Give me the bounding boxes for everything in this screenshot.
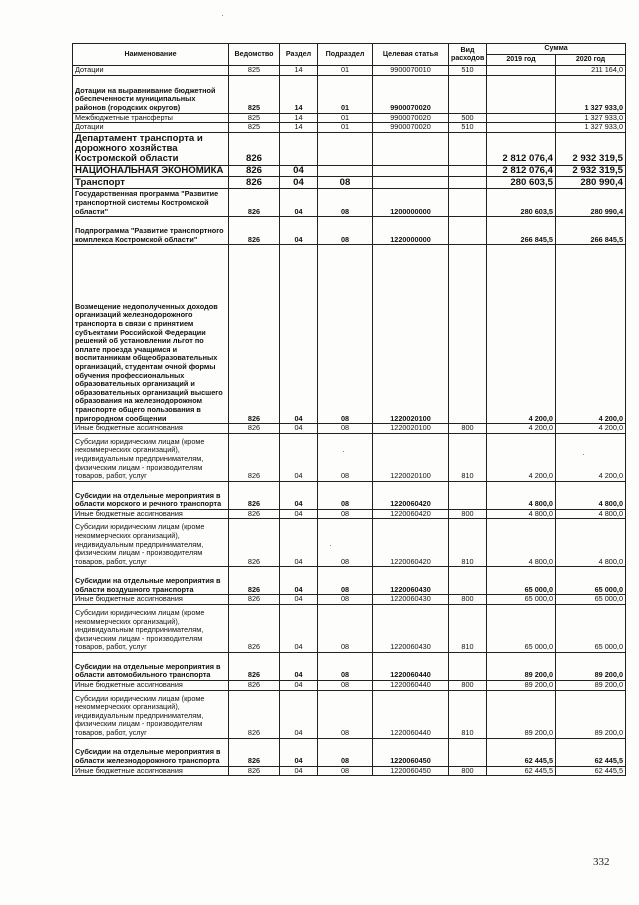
cell-dept: 826 [229, 595, 280, 605]
cell-y2020: 65 000,0 [556, 604, 626, 652]
cell-target: 1220020100 [373, 433, 449, 481]
table-row [73, 519, 626, 567]
cell-dept: 826 [229, 433, 280, 481]
cell-section: 04 [280, 604, 318, 652]
cell-exptype [449, 189, 487, 217]
cell-name: Подпрограмма "Развитие транспортного комплекса Костромской области" [73, 217, 229, 245]
cell-y2020: 89 200,0 [556, 690, 626, 738]
header-2019: 2019 год [487, 55, 556, 66]
cell-name: Субсидии на отдельные мероприятия в области автомобильного транспорта [73, 652, 229, 680]
cell-dept: 826 [229, 177, 280, 189]
cell-target: 1220060430 [373, 595, 449, 605]
cell-exptype [449, 738, 487, 766]
scan-speck [583, 454, 584, 455]
cell-y2020: 89 200,0 [556, 652, 626, 680]
cell-subsection: 08 [318, 680, 373, 690]
cell-y2019 [487, 113, 556, 123]
cell-name: Дотации на выравнивание бюджетной обеспеченности муниципальных районов (городских округов) [73, 75, 229, 113]
table-row [73, 690, 626, 738]
cell-section: 14 [280, 75, 318, 113]
cell-subsection: 08 [318, 567, 373, 595]
cell-exptype [449, 481, 487, 509]
scan-speck [330, 545, 331, 546]
cell-dept: 826 [229, 245, 280, 424]
table-row [73, 113, 626, 123]
cell-name: Возмещение недополученных доходов организаций железнодорожного транспорта в связи с принятием субъектами Российской Федерации решений об установлении льгот по оплате проезда учащимся и воспитанникам общеобразовательных организаций, студентам очной формы обучения профессиональных образовательных организаций и образовательных организаций высшего образования на железнодорожном транспорте общего пользования в пригородном сообщении [73, 245, 229, 424]
cell-section: 04 [280, 595, 318, 605]
cell-y2020: 280 990,4 [556, 189, 626, 217]
cell-target: 9900070020 [373, 113, 449, 123]
cell-exptype: 810 [449, 690, 487, 738]
cell-subsection: 08 [318, 652, 373, 680]
table-row [73, 509, 626, 519]
cell-exptype [449, 567, 487, 595]
header-exptype: Вид расходов [449, 44, 487, 66]
cell-y2020: 2 932 319,5 [556, 165, 626, 176]
table-row [73, 652, 626, 680]
cell-subsection: 08 [318, 766, 373, 776]
cell-subsection: 08 [318, 604, 373, 652]
cell-target [373, 177, 449, 189]
cell-name: Иные бюджетные ассигнования [73, 424, 229, 434]
table-row [73, 132, 626, 165]
cell-subsection: 01 [318, 75, 373, 113]
cell-y2020: 65 000,0 [556, 595, 626, 605]
cell-section: 04 [280, 680, 318, 690]
header-2020: 2020 год [556, 55, 626, 66]
cell-name: НАЦИОНАЛЬНАЯ ЭКОНОМИКА [73, 165, 229, 176]
cell-exptype [449, 75, 487, 113]
cell-section: 04 [280, 738, 318, 766]
cell-target: 9900070010 [373, 66, 449, 76]
header-dept: Ведомство [229, 44, 280, 66]
table-row [73, 165, 626, 176]
cell-y2020: 4 800,0 [556, 509, 626, 519]
cell-subsection: 08 [318, 424, 373, 434]
budget-table-page [72, 43, 625, 776]
cell-subsection [318, 165, 373, 176]
table-row [73, 217, 626, 245]
cell-subsection: 08 [318, 738, 373, 766]
cell-dept: 826 [229, 424, 280, 434]
cell-dept: 826 [229, 481, 280, 509]
cell-name: Субсидии на отдельные мероприятия в области морского и речного транспорта [73, 481, 229, 509]
cell-y2020: 266 845,5 [556, 217, 626, 245]
cell-y2019: 4 200,0 [487, 245, 556, 424]
cell-section: 04 [280, 177, 318, 189]
table-row [73, 189, 626, 217]
cell-subsection: 08 [318, 509, 373, 519]
cell-name: Дотации [73, 66, 229, 76]
cell-target: 1220060440 [373, 680, 449, 690]
cell-y2019: 62 445,5 [487, 738, 556, 766]
cell-subsection: 01 [318, 123, 373, 133]
cell-exptype [449, 177, 487, 189]
cell-exptype: 500 [449, 113, 487, 123]
cell-dept: 826 [229, 132, 280, 165]
cell-section: 04 [280, 165, 318, 176]
cell-target: 1220060420 [373, 509, 449, 519]
cell-dept: 825 [229, 75, 280, 113]
cell-name: Субсидии юридическим лицам (кроме некоммерческих организаций), индивидуальным предпринимателям, физическим лицам - производителям товаров, работ, услуг [73, 690, 229, 738]
cell-y2019: 4 800,0 [487, 481, 556, 509]
cell-section: 04 [280, 424, 318, 434]
table-row [73, 738, 626, 766]
cell-y2020: 4 800,0 [556, 519, 626, 567]
header-target: Целевая статья [373, 44, 449, 66]
cell-target: 1220060420 [373, 481, 449, 509]
table-row [73, 66, 626, 76]
cell-target: 1200000000 [373, 189, 449, 217]
cell-exptype [449, 652, 487, 680]
cell-dept: 825 [229, 113, 280, 123]
cell-dept: 825 [229, 66, 280, 76]
cell-y2019: 89 200,0 [487, 680, 556, 690]
cell-name: Субсидии на отдельные мероприятия в области воздушного транспорта [73, 567, 229, 595]
cell-section: 04 [280, 766, 318, 776]
cell-y2020: 4 800,0 [556, 481, 626, 509]
cell-section: 04 [280, 519, 318, 567]
cell-exptype [449, 245, 487, 424]
cell-exptype [449, 217, 487, 245]
table-row [73, 424, 626, 434]
cell-y2020: 211 164,0 [556, 66, 626, 76]
cell-exptype [449, 132, 487, 165]
cell-dept: 826 [229, 189, 280, 217]
cell-name: Иные бюджетные ассигнования [73, 680, 229, 690]
cell-exptype: 800 [449, 424, 487, 434]
cell-dept: 826 [229, 509, 280, 519]
cell-y2020: 1 327 933,0 [556, 123, 626, 133]
cell-exptype: 510 [449, 123, 487, 133]
table-row [73, 680, 626, 690]
cell-y2019: 4 800,0 [487, 509, 556, 519]
cell-target: 1220060450 [373, 738, 449, 766]
cell-y2020: 4 200,0 [556, 245, 626, 424]
table-row [73, 567, 626, 595]
table-row [73, 177, 626, 189]
cell-y2020: 62 445,5 [556, 738, 626, 766]
cell-name: Субсидии на отдельные мероприятия в области железнодорожного транспорта [73, 738, 229, 766]
cell-dept: 826 [229, 652, 280, 680]
cell-subsection: 08 [318, 519, 373, 567]
cell-y2019: 4 200,0 [487, 424, 556, 434]
cell-section [280, 132, 318, 165]
cell-section: 04 [280, 481, 318, 509]
budget-table [72, 43, 626, 776]
cell-y2019 [487, 66, 556, 76]
cell-y2019 [487, 123, 556, 133]
cell-name: Транспорт [73, 177, 229, 189]
cell-y2019: 89 200,0 [487, 652, 556, 680]
cell-target: 1220020100 [373, 424, 449, 434]
cell-subsection: 08 [318, 217, 373, 245]
cell-subsection: 08 [318, 433, 373, 481]
cell-section: 04 [280, 217, 318, 245]
cell-target: 1220060430 [373, 567, 449, 595]
cell-subsection: 08 [318, 481, 373, 509]
cell-dept: 826 [229, 690, 280, 738]
cell-y2020: 2 932 319,5 [556, 132, 626, 165]
cell-section: 04 [280, 433, 318, 481]
cell-y2019: 65 000,0 [487, 595, 556, 605]
cell-y2019: 280 603,5 [487, 189, 556, 217]
cell-target: 1220000000 [373, 217, 449, 245]
cell-subsection: 08 [318, 690, 373, 738]
cell-y2019: 2 812 076,4 [487, 165, 556, 176]
cell-y2020: 280 990,4 [556, 177, 626, 189]
cell-subsection: 08 [318, 177, 373, 189]
cell-subsection [318, 132, 373, 165]
cell-exptype: 800 [449, 680, 487, 690]
cell-exptype: 800 [449, 595, 487, 605]
cell-target: 1220020100 [373, 245, 449, 424]
header-name: Наименование [73, 44, 229, 66]
cell-name: Субсидии юридическим лицам (кроме некоммерческих организаций), индивидуальным предпринимателям, физическим лицам - производителям товаров, работ, услуг [73, 519, 229, 567]
cell-name: Государственная программа "Развитие транспортной системы Костромской области" [73, 189, 229, 217]
cell-y2020: 89 200,0 [556, 680, 626, 690]
cell-dept: 826 [229, 604, 280, 652]
cell-section: 14 [280, 66, 318, 76]
cell-dept: 826 [229, 766, 280, 776]
table-row [73, 75, 626, 113]
cell-dept: 826 [229, 217, 280, 245]
cell-y2019: 266 845,5 [487, 217, 556, 245]
cell-name: Иные бюджетные ассигнования [73, 766, 229, 776]
cell-target [373, 165, 449, 176]
cell-name: Дотации [73, 123, 229, 133]
cell-dept: 826 [229, 165, 280, 176]
cell-name: Межбюджетные трансферты [73, 113, 229, 123]
cell-dept: 826 [229, 738, 280, 766]
table-body [73, 66, 626, 776]
cell-section: 04 [280, 189, 318, 217]
table-row [73, 604, 626, 652]
cell-dept: 826 [229, 680, 280, 690]
cell-target: 1220060430 [373, 604, 449, 652]
cell-exptype: 810 [449, 604, 487, 652]
cell-y2020: 4 200,0 [556, 433, 626, 481]
cell-subsection: 01 [318, 113, 373, 123]
table-row [73, 433, 626, 481]
cell-y2020: 1 327 933,0 [556, 75, 626, 113]
cell-name: Иные бюджетные ассигнования [73, 595, 229, 605]
page-number: 332 [593, 856, 610, 868]
cell-name: Субсидии юридическим лицам (кроме некоммерческих организаций), индивидуальным предпринимателям, физическим лицам - производителям товаров, работ, услуг [73, 433, 229, 481]
cell-target: 1220060440 [373, 652, 449, 680]
cell-y2019: 62 445,5 [487, 766, 556, 776]
cell-exptype: 810 [449, 519, 487, 567]
cell-target: 1220060420 [373, 519, 449, 567]
cell-y2019: 4 200,0 [487, 433, 556, 481]
cell-name: Департамент транспорта и дорожного хозяйства Костромской области [73, 132, 229, 165]
cell-target: 9900070020 [373, 75, 449, 113]
table-row [73, 595, 626, 605]
cell-dept: 825 [229, 123, 280, 133]
cell-target [373, 132, 449, 165]
cell-y2019: 4 800,0 [487, 519, 556, 567]
cell-section: 04 [280, 690, 318, 738]
cell-dept: 826 [229, 519, 280, 567]
cell-exptype: 810 [449, 433, 487, 481]
cell-target: 9900070020 [373, 123, 449, 133]
cell-target: 1220060450 [373, 766, 449, 776]
table-row [73, 766, 626, 776]
cell-section: 04 [280, 567, 318, 595]
cell-exptype: 510 [449, 66, 487, 76]
cell-section: 04 [280, 509, 318, 519]
cell-section: 14 [280, 123, 318, 133]
header-sum: Сумма [487, 44, 626, 55]
cell-section: 04 [280, 245, 318, 424]
cell-exptype: 800 [449, 766, 487, 776]
cell-name: Субсидии юридическим лицам (кроме некоммерческих организаций), индивидуальным предпринимателям, физическим лицам - производителям товаров, работ, услуг [73, 604, 229, 652]
header-section: Раздел [280, 44, 318, 66]
cell-subsection: 08 [318, 595, 373, 605]
table-row [73, 245, 626, 424]
cell-y2019 [487, 75, 556, 113]
header-subsection: Подраздел [318, 44, 373, 66]
cell-y2019: 2 812 076,4 [487, 132, 556, 165]
cell-exptype [449, 165, 487, 176]
cell-y2019: 65 000,0 [487, 567, 556, 595]
cell-y2019: 89 200,0 [487, 690, 556, 738]
cell-name: Иные бюджетные ассигнования [73, 509, 229, 519]
cell-dept: 826 [229, 567, 280, 595]
cell-subsection: 08 [318, 189, 373, 217]
cell-y2020: 4 200,0 [556, 424, 626, 434]
cell-section: 04 [280, 652, 318, 680]
cell-subsection: 08 [318, 245, 373, 424]
cell-y2019: 280 603,5 [487, 177, 556, 189]
cell-target: 1220060440 [373, 690, 449, 738]
cell-y2020: 1 327 933,0 [556, 113, 626, 123]
cell-y2019: 65 000,0 [487, 604, 556, 652]
cell-section: 14 [280, 113, 318, 123]
cell-y2020: 62 445,5 [556, 766, 626, 776]
cell-y2020: 65 000,0 [556, 567, 626, 595]
scan-speck [343, 451, 344, 452]
scan-speck [222, 15, 223, 16]
table-row [73, 481, 626, 509]
cell-exptype: 800 [449, 509, 487, 519]
cell-subsection: 01 [318, 66, 373, 76]
table-row [73, 123, 626, 133]
